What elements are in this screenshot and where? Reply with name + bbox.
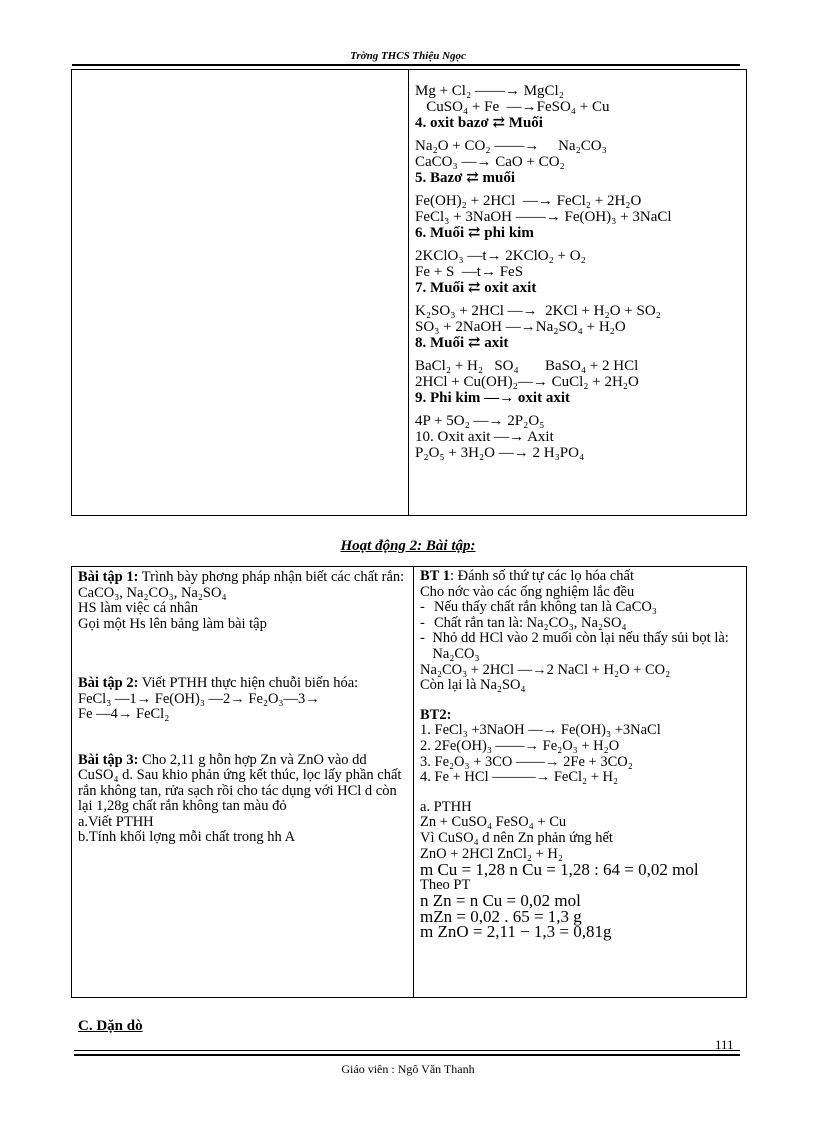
ans-bt3-line4: m Cu = 1,28 n Cu = 1,28 : 64 = 0,02 mol [420,860,699,880]
reaction-equation: P₂O₅ + 3H₂O —→ 2 H₃PO₄ [415,445,585,461]
bt2-chain-line2: Fe —4→ FeCl₂ [78,706,170,722]
ans-bt2-label: BT2: [420,706,452,723]
page-number: 111 [715,1037,734,1052]
line-gap [415,131,740,138]
reaction-equation: FeCl₃ + 3NaOH ——→ Fe(OH)₃ + 3NaCl [415,209,672,225]
reactions-table [71,69,747,516]
exercises-questions-cell [72,567,414,998]
ans-bt1-bullet1: Nếu thấy chất rắn không tan là CaCO₃ [434,599,657,616]
section-title: Hoạt động 2: Bài tập: [340,538,476,554]
reactions-right-cell [409,70,747,516]
ans-bt3-line5: Theo PT [420,876,471,893]
exercises-table [71,566,747,998]
reactions-list [415,83,740,461]
ans-bt1-line2: Cho nớc vào các ống nghiệm lắc đều [420,583,635,600]
ans-bt2-line3: 3. Fe₂O₃ + 3CO ——→ 2Fe + 3CO₂ [420,753,633,770]
reaction-heading: 9. Phi kim —→ oxit axit [415,390,571,406]
ans-bt3-line1: Zn + CuSO₄ FeSO₄ + Cu [420,814,567,831]
ans-bt1-label: BT 1 [420,568,450,584]
exercises-answers-cell: BT 1: Đánh số thứ tự các lọ hóa chất Cho nớc vào các ống nghiệm lắc đều - Nếu thấy chất rắn không tan là CaCO₃ - Chất rắn tan là: Na₂CO₃, Na₂SO₄ - Nhỏ dd HCl vào 2 muối còn lại nếu thấy sủi bọt là: Na₂CO₃ Na₂CO₃ + 2HCl —→2 NaCl + H₂O + CO₂ Còn lại là Na₂SO₄ BT2: 1. FeCl₃ +3NaOH —→ Fe(OH)₃ +3NaCl 2. 2Fe(OH)₃ ——→ Fe₂O₃ + H₂O 3. Fe₂O₃ + 3CO ——→ 2Fe + 3CO₂ 4. Fe + HCl ———→ FeCl₂ + H₂ a. PTHH Zn + CuSO₄ FeSO₄ + Cu Vì CuSO₄ d nên Zn phản ứng hết ZnO + 2HCl ZnCl₂ + H₂ m Cu = 1,28 n Cu = 1,28 : 64 = 0,02 mol Theo PT n Zn = n Cu = 0,02 mol mZn = 0,02 . 65 = 1,3 g m ZnO = 2,11 − 1,3 = 0,81g [414,567,747,998]
ans-bt1-bullet2: Chất rắn tan là: Na₂CO₃, Na₂SO₄ [434,614,627,631]
reaction-equation: Na₂O + CO₂ ——→ Na₂CO₃ [415,138,607,154]
reaction-equation: Fe + S —t→ FeS [415,264,524,280]
line-gap [415,186,740,193]
reaction-equation: 2KClO₃ —t→ 2KClO₂ + O₂ [415,248,586,264]
section-c-title: C. Dặn dò [78,1018,143,1034]
ans-bt3-part-a: a. PTHH [420,798,472,815]
page-footer: Giáo viên : Ngô Văn Thanh [341,1062,475,1076]
ans-bt1-equation: Na₂CO₃ + 2HCl —→2 NaCl + H₂O + CO₂ [420,661,671,678]
reaction-heading: 4. oxit bazơ ⇄ Muối [415,115,543,131]
reaction-equation: BaCl₂ + H₂ SO₄ BaSO₄ + 2 HCl [415,358,639,374]
bt2-text: Viết PTHH thực hiện chuỗi biến hóa: [138,675,359,691]
reaction-heading: 5. Bazơ ⇄ muối [415,170,516,186]
bt3-text: Cho 2,11 g hỗn hợp Zn và ZnO vào dd CuSO₄ d. Sau khio phản ứng kết thúc, lọc lấy phần chất rắn không tan, rửa sạch rồi cho tác dụng với HCl d còn lại 1,28g chất rắn không tan màu đỏ [78,751,402,814]
bt1-line2: HS làm việc cá nhân [78,600,198,616]
reaction-equation: CuSO₄ + Fe —→FeSO₄ + Cu [415,99,610,115]
bt2-label: Bài tập 2: [78,675,139,691]
reactions-left-cell [72,70,409,516]
reaction-equation: K₂SO₃ + 2HCl —→ 2KCl + H₂O + SO₂ [415,303,661,319]
ans-bt1-text: : Đánh số thứ tự các lọ hóa chất [449,568,634,584]
bt1-text: Trình bày phơng pháp nhận biết các chất rắn: CaCO₃, Na₂CO₃, Na₂SO₄ [78,569,405,601]
bt3-part-b: b.Tính khối lợng mỗi chất trong hh A [78,829,296,845]
reaction-equation: Fe(OH)₂ + 2HCl —→ FeCl₂ + 2H₂O [415,193,642,209]
ans-bt2-line1: 1. FeCl₃ +3NaOH —→ Fe(OH)₃ +3NaCl [420,722,661,739]
bt2-chain-line1: FeCl₃ —1→ Fe(OH)₃ —2→ Fe₂O₃—3→ [78,690,320,707]
bt1-line3: Gọi một Hs lên bảng làm bài tập [78,615,267,632]
ans-bt3-line2: Vì CuSO₄ d nên Zn phản ứng hết [420,829,613,846]
ans-bt3-line3: ZnO + 2HCl ZnCl₂ + H₂ [420,845,563,862]
line-gap [415,296,740,303]
bt3-part-a: a.Viết PTHH [78,813,154,830]
reaction-equation: Mg + Cl₂ ——→ MgCl₂ [415,83,564,99]
reaction-heading: 6. Muối ⇄ phi kim [415,225,534,241]
reaction-equation: 10. Oxit axit —→ Axit [415,429,554,445]
ans-bt1-end: Còn lại là Na₂SO₄ [420,677,526,694]
ans-bt3-line6: n Zn = n Cu = 0,02 mol [420,891,581,911]
bt3-label: Bài tập 3: [78,751,139,768]
ans-bt2-line2: 2. 2Fe(OH)₃ ——→ Fe₂O₃ + H₂O [420,737,620,754]
ans-bt1-bullet3: Nhỏ dd HCl vào 2 muối còn lại nếu thấy sủi bọt là: Na₂CO₃ [432,630,729,662]
line-gap [415,241,740,248]
reaction-equation: CaCO₃ —→ CaO + CO₂ [415,154,565,170]
page-header: Trờng THCS Thiệu Ngọc [350,50,466,62]
line-gap [415,406,740,413]
ans-bt3-line7: mZn = 0,02 . 65 = 1,3 g [420,906,582,926]
reaction-heading: 7. Muối ⇄ oxit axit [415,280,537,296]
reaction-heading: 8. Muối ⇄ axit [415,335,509,351]
reaction-equation: 2HCl + Cu(OH)₂—→ CuCl₂ + 2H₂O [415,374,639,390]
reaction-equation: 4P + 5O₂ —→ 2P₂O₅ [415,413,545,429]
line-gap [415,351,740,358]
bt1-label: Bài tập 1: [78,569,139,585]
footer-rule [74,1050,740,1056]
reaction-equation: SO₃ + 2NaOH —→Na₂SO₄ + H₂O [415,319,626,335]
ans-bt3-line8: m ZnO = 2,11 − 1,3 = 0,81g [420,922,612,942]
ans-bt2-line4: 4. Fe + HCl ———→ FeCl₂ + H₂ [420,769,619,786]
